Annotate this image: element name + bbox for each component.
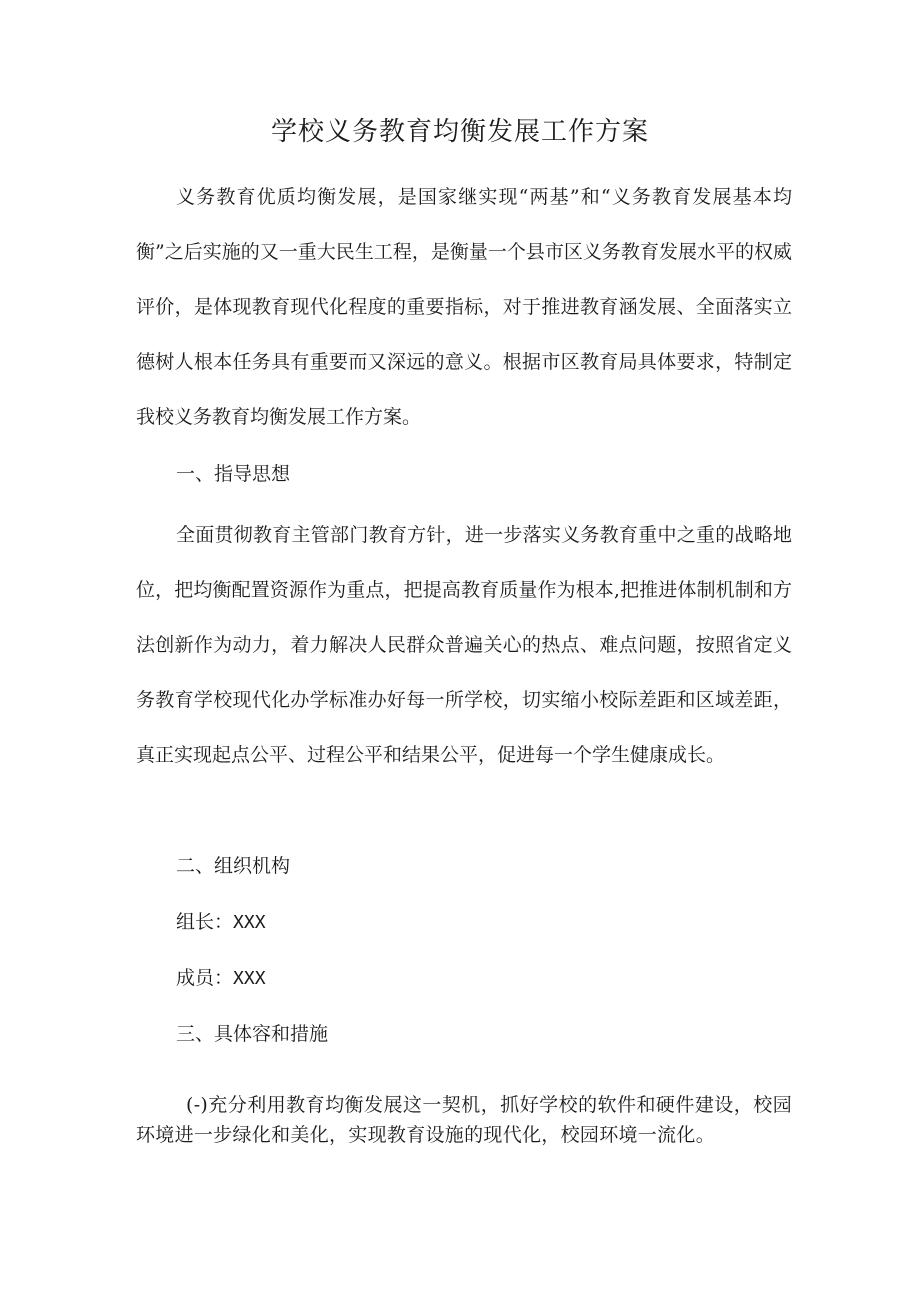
member-line: [136, 956, 792, 1001]
document-title: 学校义务教育均衡发展工作方案: [270, 117, 649, 147]
section-heading-guiding-ideology: 一、指导思想: [176, 463, 291, 485]
section-heading-measures: 三、具体容和措施: [176, 1023, 329, 1045]
leader-value: XXX: [233, 912, 266, 933]
guiding-ideology-paragraph: 全面贯彻教育主管部门教育方针，进一步落实义务教育重中之重的战略地位，把均衡配置资源作为重点，把提高教育质量作为根本,把推进体制机制和方法创新作为动力，着力解决人民群众普遍关心的热点、难点问题，按照省定义务教育学校现代化办学标准办好每一所学校，切实缩小校际差距和区域差距，真正实现起点公平、过程公平和结果公平，促进每一个学生健康成长。: [136, 524, 792, 766]
leader-label: 组长：: [176, 911, 234, 933]
measure-item-1: (-)充分利用教育均衡发展这一契机，抓好学校的软件和硬件建设，校园环境进一步绿化和美化，实现教育设施的现代化，校园环境一流化。: [136, 1094, 792, 1146]
member-value: XXX: [233, 968, 266, 989]
leader-line: [136, 900, 792, 945]
section-heading-organization: 二、组织机构: [176, 855, 291, 877]
member-label: 成员：: [176, 967, 234, 989]
intro-paragraph: 义务教育优质均衡发展，是国家继实现“两基”和“义务教育发展基本均衡”之后实施的又一重大民生工程，是衡量一个县市区义务教育发展水平的权威评价，是体现教育现代化程度的重要指标，对于推进教育涵发展、全面落实立德树人根本任务具有重要而又深远的意义。根据市区教育局具体要求，特制定我校义务教育均衡发展工作方案。: [136, 186, 792, 428]
